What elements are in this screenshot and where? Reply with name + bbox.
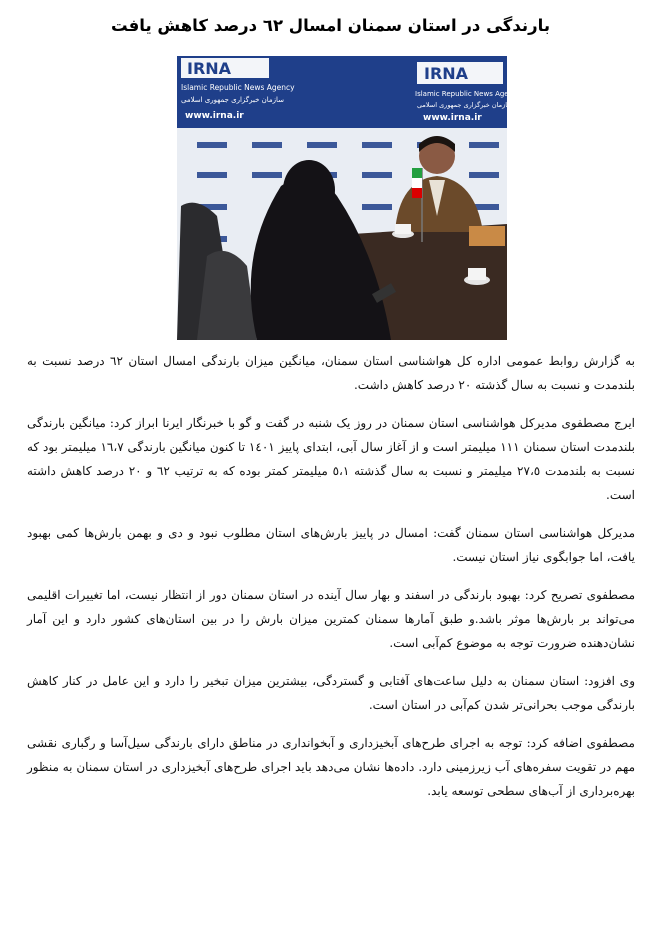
paragraph: مدیرکل هواشناسی استان سمنان گفت: امسال در پاییز بارش‌های استان مطلوب نبود و دی و بهمن بارش‌ها کمی بهبود یافت، اما جوابگوی نیاز استان نیست. (27, 526, 635, 564)
paragraph: به گزارش روابط عمومی اداره کل هواشناسی استان سمنان، میانگین میزان بارندگی امسال استان ٦٢ درصد نسبت به بلندمدت و نسبت به سال گذشته ٢٠ درصد کاهش داشت. (27, 354, 635, 392)
svg-text:IRNA: IRNA (187, 59, 232, 78)
article-title: بارندگی در استان سمنان امسال ٦٢ درصد کاهش یافت (110, 16, 551, 35)
paragraph: ایرج مصطفوی مدیرکل هواشناسی استان سمنان در روز یک شنبه در گفت و گو با خبرنگار ایرنا ابراز کرد: میانگین بارندگی بلندمدت استان سمنان ١١١ میلیمتر است و از آغاز سال آبی، ابتدای پاییز ١٤٠١ تا کنون میانگین بارندگی ١٦،٧ میلیمتر بود که نسبت به بلندمدت ٢٧،٥ میلیمتر و نسبت به سال گذشته ٥،١ میلیمتر کمتر بوده که به ترتیب ٦٢ و ٢٠ درصد کاهش داشته است. (27, 416, 636, 502)
svg-text:Islamic Republic News Agency: Islamic Republic News Agency (181, 83, 295, 92)
svg-text:سازمان خبرگزاری جمهوری اسلامی: سازمان خبرگزاری جمهوری اسلامی (417, 101, 513, 109)
svg-text:IRNA: IRNA (424, 64, 469, 83)
article-photo (177, 56, 522, 340)
svg-text:www.irna.ir: www.irna.ir (423, 113, 482, 123)
svg-text:www.irna.ir: www.irna.ir (185, 111, 244, 121)
article-body (27, 349, 635, 817)
paragraph: مصطفوی اضافه کرد: توجه به اجرای طرح‌های آبخیزداری و آبخوانداری در مناطق دارای بارندگی سیل‌آسا و رگباری نقشی مهم در تقویت سفره‌های آب زیرزمینی دارد. داده‌ها نشان می‌دهد باید اجرای طرح‌های آبخیزداری در استان سمنان به منظور بهره‌برداری از آب‌های سطحی توسعه یابد. (27, 736, 635, 798)
paragraph: مصطفوی تصریح کرد: بهبود بارندگی در اسفند و بهار سال آینده در استان سمنان دور از انتظار نیست، اما تغییرات اقلیمی می‌تواند بر بارش‌ها موثر باشد.و طبق آمارها سمنان کمترین میزان بارش را در بین استان‌های کشور دارد و این آمار نشان‌دهنده ضرورت توجه به موضوع کم‌آبی است. (27, 588, 635, 650)
svg-text:Islamic Republic News Agency: Islamic Republic News Agency (415, 90, 522, 98)
svg-text:سازمان خبرگزاری جمهوری اسلامی: سازمان خبرگزاری جمهوری اسلامی (181, 96, 285, 104)
paragraph: وی افزود: استان سمنان به دلیل ساعت‌های آفتابی و گستردگی، بیشترین میزان تبخیر را دارد و این عامل در کنار کاهش بارندگی موجب بحرانی‌تر شدن کم‌آبی در استان است. (27, 674, 635, 712)
